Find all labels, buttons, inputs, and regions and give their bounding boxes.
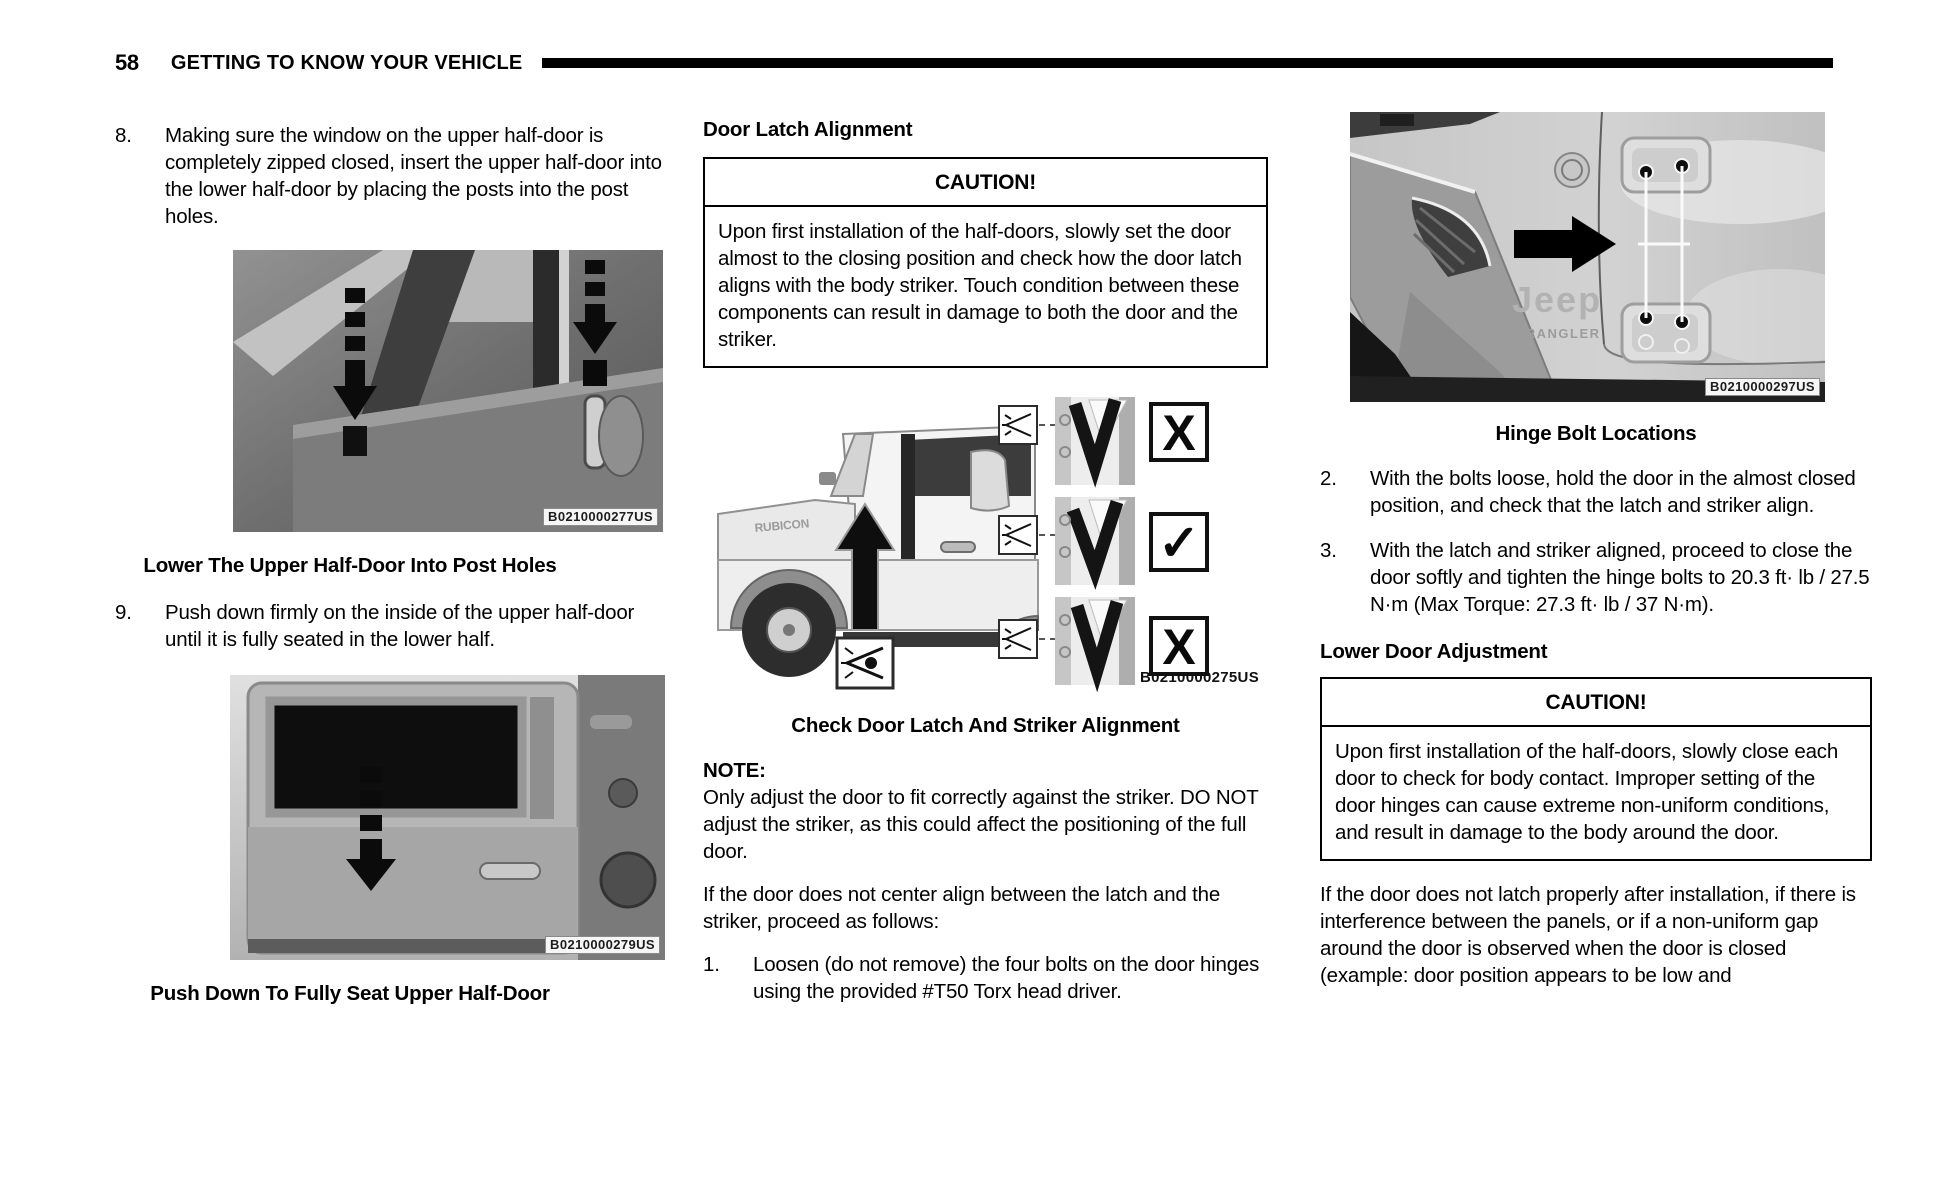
- middle-column: [703, 116, 1268, 1005]
- window-opening: [270, 701, 522, 813]
- figure-code: B0210000297US: [1705, 378, 1820, 396]
- page-number: 58: [115, 50, 139, 75]
- hood-label: RUBICON: [754, 516, 810, 535]
- seat: [971, 450, 1009, 510]
- figure-hinge-bolts: [1350, 112, 1825, 402]
- figure-caption: Push Down To Fully Seat Upper Half-Door: [150, 982, 550, 1005]
- section-title: GETTING TO KNOW YOUR VEHICLE: [170, 51, 523, 74]
- step-number: 2.: [1320, 467, 1337, 490]
- step-text: Loosen (do not remove) the four bolts on the door hinges using the provided #T50 Torx head driver.: [753, 953, 1260, 1003]
- step-text: Making sure the window on the upper half-door is completely zipped closed, insert the upper half-door into the lower half-door by placing the posts into the post holes.: [165, 124, 662, 228]
- figure-code: B0210000277US: [543, 508, 658, 526]
- right-column: [1320, 112, 1872, 989]
- caution-box: [1320, 677, 1872, 861]
- note-text: Only adjust the door to fit correctly against the striker. DO NOT adjust the striker, as this could affect the positioning of the full door.: [703, 786, 1259, 863]
- figure-code: B0210000279US: [545, 936, 660, 954]
- latch-thumbnail-row: [999, 397, 1207, 685]
- list-item-9: [115, 599, 673, 653]
- door-frame-photo: [233, 250, 663, 532]
- step-text: With the latch and striker aligned, proceed to close the door softly and tighten the hinge bolts to 20.3 ft· lb / 27.5 N·m (Max Torque: 27.3 ft· lb / 37 N·m).: [1370, 539, 1870, 616]
- step-text: With the bolts loose, hold the door in the almost closed position, and check that the latch and striker align.: [1370, 467, 1856, 517]
- x-mark: X: [1162, 405, 1196, 461]
- step-number: 3.: [1320, 539, 1337, 562]
- x-mark: X: [1162, 619, 1196, 675]
- model-label: WRANGLER: [1512, 326, 1601, 341]
- trim-piece: [590, 715, 632, 729]
- figure-caption: Check Door Latch And Striker Alignment: [791, 714, 1180, 737]
- paragraph: If the door does not latch properly after installation, if there is interference between the panels, or if a non-uniform gap around the door is observed when the door is closed (example: door position appears to be low and: [1320, 883, 1856, 987]
- door-push-photo: [230, 675, 665, 960]
- list-item-2: [1320, 465, 1872, 519]
- list-item-8: [115, 122, 673, 230]
- brand-label: Jeep: [1512, 279, 1603, 320]
- speaker: [601, 853, 655, 907]
- latch-closeup: [1055, 597, 1135, 685]
- caution-body: Upon first installation of the half-doors, slowly close each door to check for body contact. Improper setting of the door hinges can cause extreme non-uniform conditions, and result in damage to the body around the door.: [1335, 740, 1839, 844]
- caution-body: Upon first installation of the half-doors, slowly set the door almost to the closing position and check how the door latch aligns with the body striker. Touch condition between these components can result in damage to both the door and the striker.: [718, 220, 1242, 351]
- step-number: 9.: [115, 601, 132, 624]
- latch-closeup: [1055, 497, 1135, 585]
- eye-icon: [837, 638, 893, 688]
- window-post: [530, 697, 554, 819]
- subsection-heading: Door Latch Alignment: [703, 118, 913, 141]
- figure-lower-half-door: [233, 250, 663, 532]
- paragraph: If the door does not center align between the latch and the striker, proceed as follows:: [703, 883, 1221, 933]
- vent: [609, 779, 637, 807]
- step-number: 8.: [115, 124, 132, 147]
- figure-caption: Lower The Upper Half-Door Into Post Holes: [143, 554, 557, 577]
- figure-latch-alignment: [703, 392, 1268, 692]
- figure-caption: Hinge Bolt Locations: [1495, 422, 1697, 445]
- header-rule: [542, 58, 1833, 68]
- caution-title: CAUTION!: [1322, 679, 1870, 727]
- left-column: [115, 122, 673, 1007]
- page-header: [115, 50, 1833, 76]
- door-sill: [248, 939, 578, 953]
- caution-title: CAUTION!: [705, 159, 1266, 207]
- step-text: Push down firmly on the inside of the upper half-door until it is fully seated in the lower half.: [165, 601, 635, 651]
- door-handle: [941, 542, 975, 552]
- door-hinge-top: [1622, 138, 1710, 192]
- cowl-emblem: [1555, 153, 1589, 187]
- latch-closeup: [1055, 397, 1135, 485]
- subsection-heading: Lower Door Adjustment: [1320, 640, 1548, 663]
- step-number: 1.: [703, 953, 720, 976]
- caution-box: [703, 157, 1268, 368]
- door-lower: [248, 827, 578, 953]
- door-pull: [480, 863, 540, 879]
- hinge-bolt-photo: [1350, 112, 1825, 402]
- list-item-1: [703, 951, 1268, 1005]
- handle-recess: [599, 396, 643, 476]
- door-hinge-bottom: [1622, 304, 1710, 362]
- check-mark: ✓: [1158, 515, 1200, 571]
- list-item-3: [1320, 537, 1872, 618]
- figure-code: B0210000275US: [1140, 669, 1259, 686]
- latch-alignment-diagram: [703, 392, 1268, 692]
- note-label: NOTE:: [703, 759, 766, 782]
- figure-seat-half-door: [230, 675, 665, 960]
